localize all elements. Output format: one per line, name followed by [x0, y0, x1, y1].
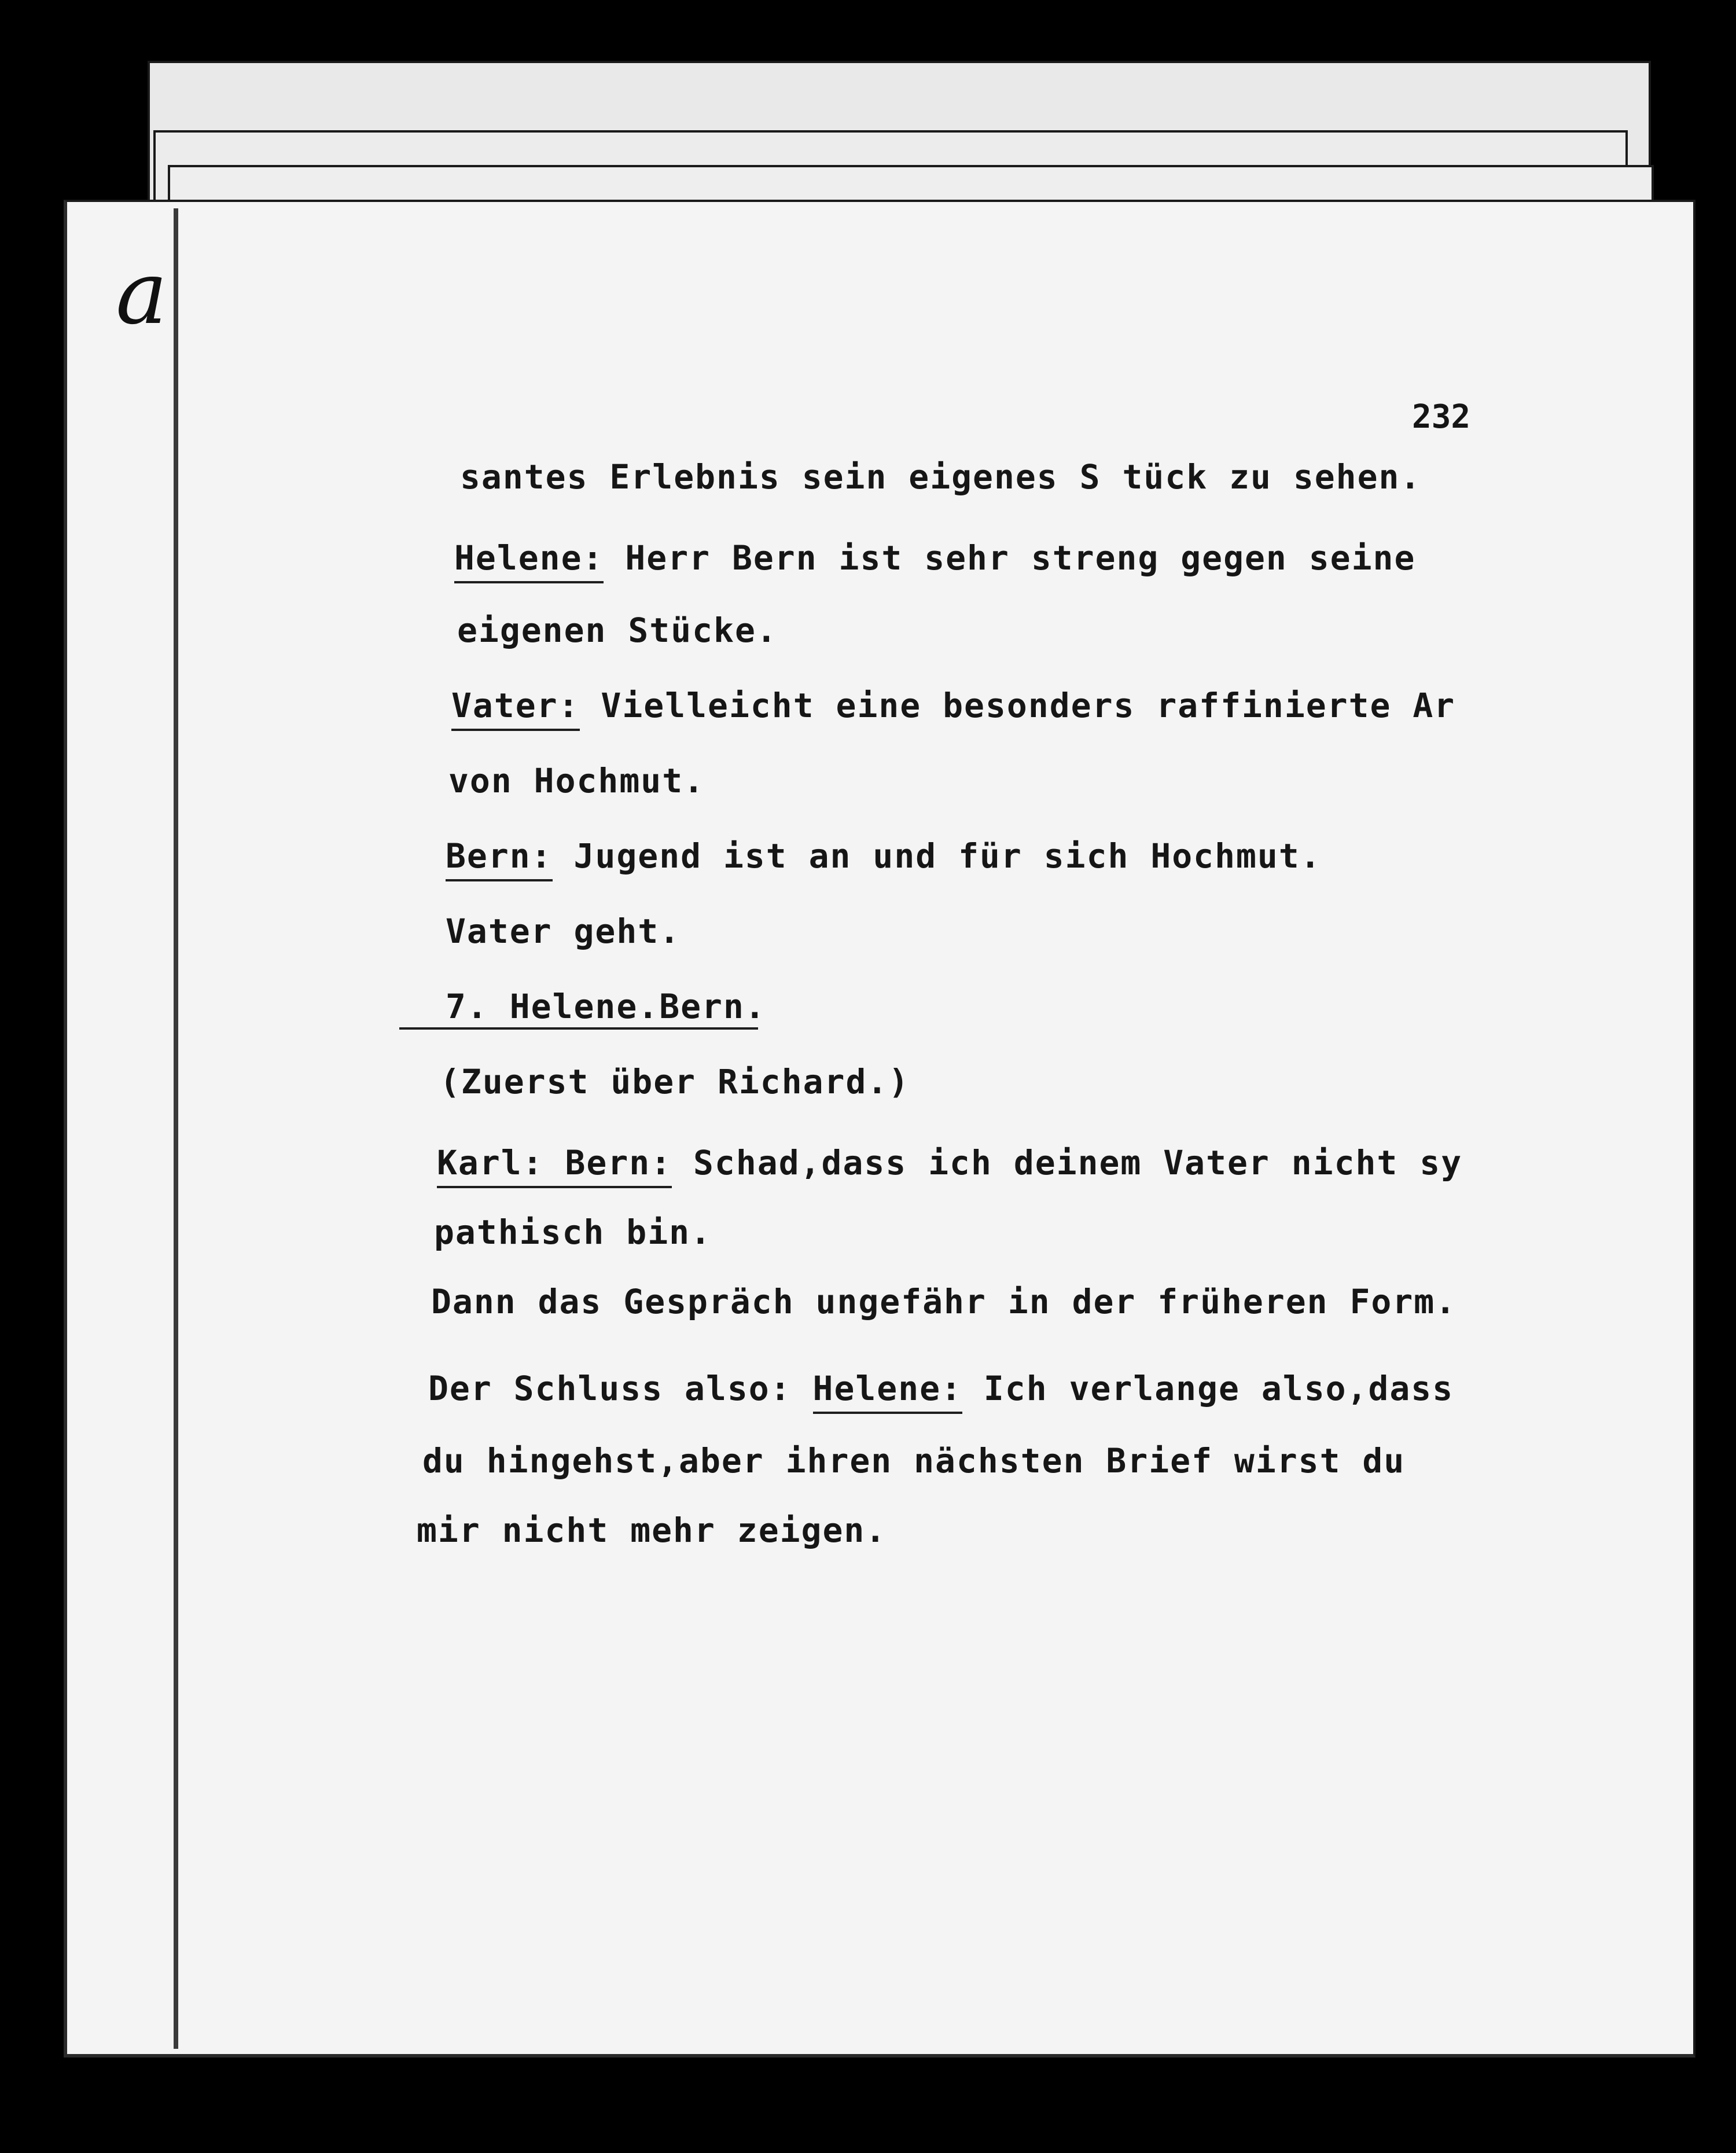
- dialogue-line: [428, 1369, 1454, 1408]
- stage-direction: (Zuerst über Richard.): [440, 1062, 910, 1101]
- dialogue-text: Jugend ist an und für sich Hochmut.: [552, 836, 1322, 876]
- text-line: Dann das Gespräch ungefähr in der früheren Form.: [431, 1282, 1457, 1321]
- text-line: mir nicht mehr zeigen.: [417, 1511, 887, 1550]
- speaker-label: Bern:: [446, 836, 553, 881]
- sheet-edge: [174, 208, 178, 2049]
- scene-heading-rule: [399, 1027, 758, 1030]
- speaker-label: Karl: Bern:: [437, 1143, 672, 1188]
- margin-handwritten-mark: a: [116, 243, 168, 344]
- text-line: Vater geht.: [446, 912, 681, 951]
- dialogue-line: [437, 1143, 1462, 1182]
- dialogue-text: Vielleicht eine besonders raffinierte Ar: [579, 686, 1456, 725]
- page-number: 232: [1412, 398, 1471, 436]
- dialogue-line: [451, 686, 1455, 725]
- speaker-label: Helene:: [454, 538, 604, 583]
- line-prefix: Der Schluss also:: [428, 1369, 813, 1408]
- text-line: eigenen Stücke.: [457, 611, 778, 650]
- speaker-label: Helene:: [813, 1369, 962, 1414]
- scene-heading: 7. Helene.Bern.: [446, 987, 766, 1026]
- text-line: santes Erlebnis sein eigenes S tück zu sehen.: [460, 457, 1422, 497]
- dialogue-text: Schad,dass ich deinem Vater nicht sy: [672, 1143, 1463, 1182]
- dialogue-text: Ich verlange also,dass: [962, 1369, 1454, 1408]
- dialogue-text: Herr Bern ist sehr streng gegen seine: [604, 538, 1416, 578]
- text-line: von Hochmut.: [448, 761, 705, 800]
- text-line: pathisch bin.: [434, 1213, 712, 1252]
- text-line: du hingehst,aber ihren nächsten Brief wirst du: [422, 1441, 1406, 1480]
- dialogue-line: [446, 836, 1322, 876]
- dialogue-line: [454, 538, 1415, 578]
- speaker-label: Vater:: [451, 686, 580, 731]
